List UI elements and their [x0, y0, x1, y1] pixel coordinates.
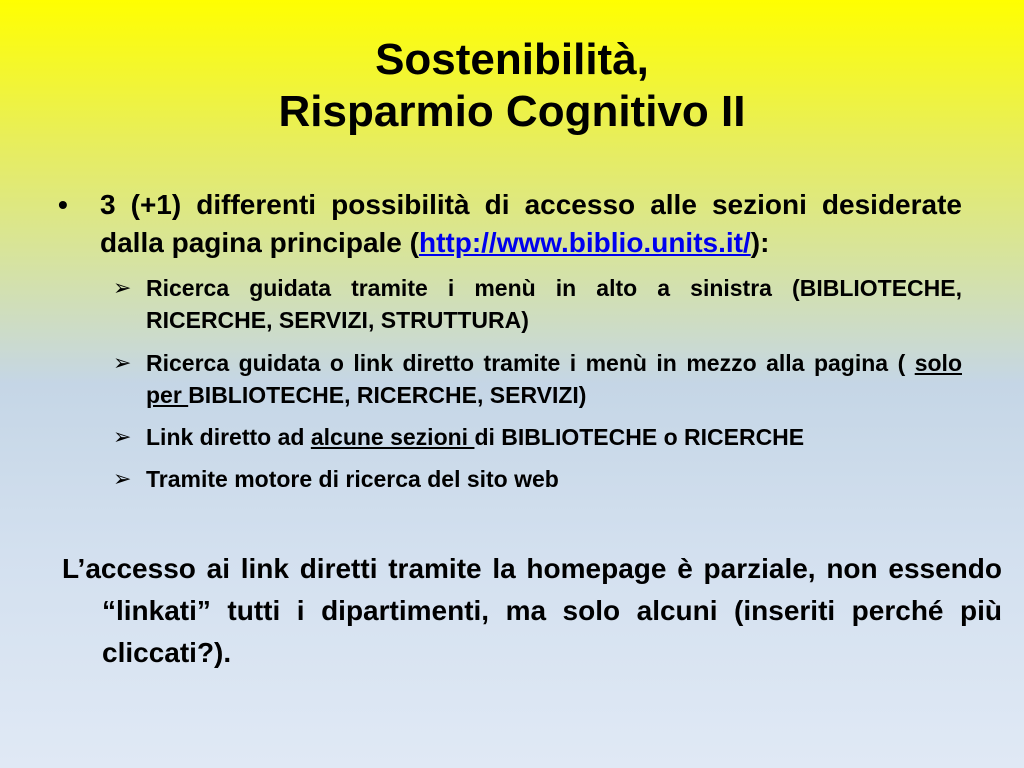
bullet-marker: •: [58, 189, 68, 220]
slide-content: [56, 186, 962, 495]
arrow-bullet-icon: ➢: [113, 350, 132, 375]
sub-bullet-2: [113, 347, 962, 411]
main-bullet: [56, 186, 962, 262]
sub-bullet-1-text: Ricerca guidata tramite i menù in alto a sinistra (BIBLIOTECHE, RICERCHE, SERVIZI, STRUTTURA): [146, 275, 962, 333]
title-line-2: Risparmio Cognitivo II: [278, 87, 746, 136]
main-bullet-text: 3 (+1) differenti possibilità di accesso alle sezioni desiderate dalla pagina principale (: [100, 189, 962, 258]
conclusion-paragraph: L’accesso ai link diretti tramite la homepage è parziale, non essendo “linkati” tutti i dipartimenti, ma solo alcuni (inseriti perché più cliccati?).: [62, 553, 1002, 668]
slide-title: [0, 34, 1024, 138]
sub-bullet-2-text: Ricerca guidata o link diretto tramite i menù in mezzo alla pagina (: [146, 350, 915, 376]
sub-bullet-3-text: Link diretto ad: [146, 424, 311, 450]
sub-bullet-4-text: Tramite motore di ricerca del sito web: [146, 466, 559, 492]
title-line-1: Sostenibilità,: [375, 35, 649, 84]
sub-bullet-3-text-end: di BIBLIOTECHE o RICERCHE: [474, 424, 805, 450]
biblio-link[interactable]: http://www.biblio.units.it/: [418, 227, 751, 258]
sub-bullet-2-underlined: solo per: [146, 350, 962, 408]
arrow-bullet-icon: ➢: [113, 275, 132, 300]
arrow-bullet-icon: ➢: [113, 424, 132, 449]
arrow-bullet-icon: ➢: [113, 466, 132, 491]
sub-bullet-3-underlined: alcune sezioni: [310, 424, 475, 450]
sub-bullet-2-text-end: BIBLIOTECHE, RICERCHE, SERVIZI): [188, 382, 587, 408]
main-bullet-text-end: ):: [750, 227, 770, 258]
sub-bullet-4: [113, 463, 962, 495]
sub-bullet-1: [113, 272, 962, 336]
sub-bullet-3: [113, 421, 962, 453]
